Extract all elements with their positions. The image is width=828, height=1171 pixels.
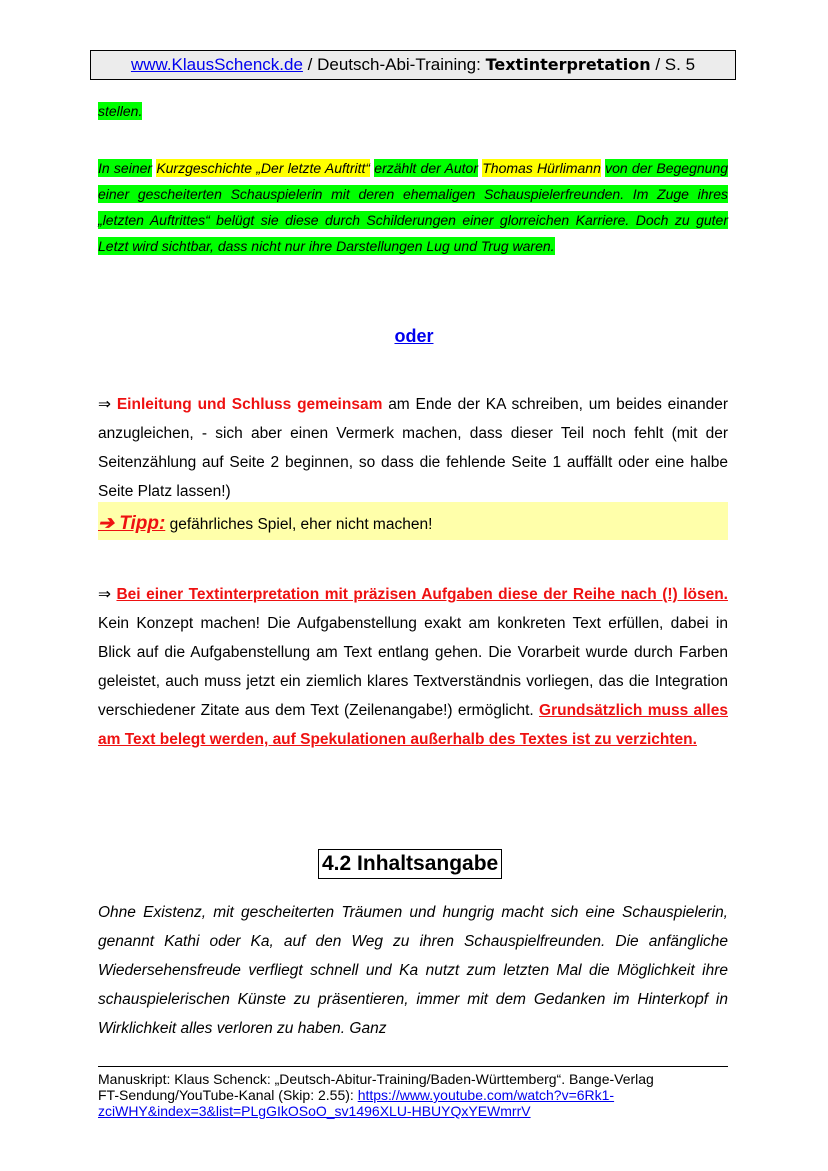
intro-part-c: erzählt der Autor — [374, 160, 478, 176]
footer-line-2 — [98, 1087, 738, 1103]
intro-paragraph — [98, 155, 728, 259]
summary-paragraph: Ohne Existenz, mit gescheiterten Träumen und hungrig macht sich eine Schauspielerin, genannt Kathi oder Ka, auf den Weg zu ihren Schauspielfreunden. Die anfängliche Wiedersehensfreude verfliegt schnell und Ka nutzt zum letzten Mal die Möglichkeit ihre schauspielerischen Künste zu präsentieren, immer mit dem Gedanken im Hinterkopf in Wirklichkeit alles verloren zu haben. Ganz — [98, 904, 728, 1037]
section-a-bold: Einleitung und Schluss gemeinsam — [116, 396, 383, 413]
intro-part-e: von der Begegnung einer gescheiterten Schauspielerin mit deren ehemaligen Schauspielerfreunden. Im Zuge ihres „letzten Auftrittes“ belügt sie diese durch Schilderungen einer glorreichen Karriere. Doch zu guter Letzt wird sichtbar, dass nicht nur ihre Darstellungen Lug und Trug waren. — [98, 160, 729, 254]
footer-divider — [98, 1066, 728, 1067]
page-header — [90, 50, 736, 80]
header-topic: Textinterpretation — [485, 55, 651, 74]
stellen-text: stellen. — [98, 103, 143, 119]
footer-line-1: Manuskript: Klaus Schenck: „Deutsch-Abitur-Training/Baden-Württemberg“. Bange-Verlag — [98, 1071, 654, 1087]
section-a-rest: am Ende der KA schreiben, um beides einander anzugleichen, - sich aber einen Vermerk machen, dass dieser Teil noch fehlt (mit der Seitenzählung auf Seite 2 beginnen, so dass die fehlende Seite 1 auffällt oder eine halbe Seite Platz lassen!) — [98, 396, 728, 500]
arrow-icon: ⇒ — [98, 586, 117, 603]
intro-part-b: Kurzgeschichte „Der letzte Auftritt“ — [156, 160, 371, 176]
youtube-link-part-2[interactable]: zciWHY&index=3&list=PLgGIkOSoO_sv1496XLU-HBUYQxYEWmrrV — [98, 1103, 531, 1119]
tip-box — [98, 502, 728, 540]
footer-line-2-prefix: FT-Sendung/YouTube-Kanal (Skip: 2.55): — [98, 1087, 358, 1103]
section-b-end: Grundsätzlich muss alles am Text belegt werden, auf Spekulationen außerhalb des Textes ist zu verzichten. — [98, 702, 728, 748]
oder-link[interactable]: oder — [394, 326, 434, 346]
header-page-number: / S. 5 — [650, 55, 696, 74]
tip-label: ➔ Tipp: — [98, 513, 166, 534]
tip-text: gefährliches Spiel, eher nicht machen! — [165, 516, 433, 533]
section-b-rest: Kein Konzept machen! Die Aufgabenstellung exakt am konkreten Text erfüllen, dabei in Blick auf die Aufgabenstellung am Text entlang gehen. Die Vorarbeit wurde durch Farben geleistet, auch muss jetzt ein ziemlich klares Textverständnis vorliegen, das die Integration verschiedener Zitate aus dem Text (Zeilenangabe!) ermöglicht. — [98, 615, 728, 719]
intro-part-d: Thomas Hürlimann — [482, 160, 601, 176]
section-b-paragraph — [98, 580, 728, 754]
arrow-icon: ⇒ — [98, 396, 117, 413]
footer-line-3 — [98, 1103, 738, 1119]
header-mid-text: / Deutsch-Abi-Training: — [302, 55, 486, 74]
section-a-paragraph — [98, 390, 728, 506]
intro-part-a: In seiner — [98, 160, 153, 176]
footer — [98, 1071, 738, 1119]
site-link[interactable]: www.KlausSchenck.de — [130, 55, 303, 74]
section-b-bold: Bei einer Textinterpretation mit präzisen Aufgaben diese der Reihe nach (!) lösen. — [116, 586, 728, 603]
youtube-link-part-1[interactable]: https://www.youtube.com/watch?v=6Rk1- — [357, 1087, 615, 1103]
section-title: 4.2 Inhaltsangabe — [318, 849, 502, 879]
intro-stellen — [98, 98, 728, 124]
